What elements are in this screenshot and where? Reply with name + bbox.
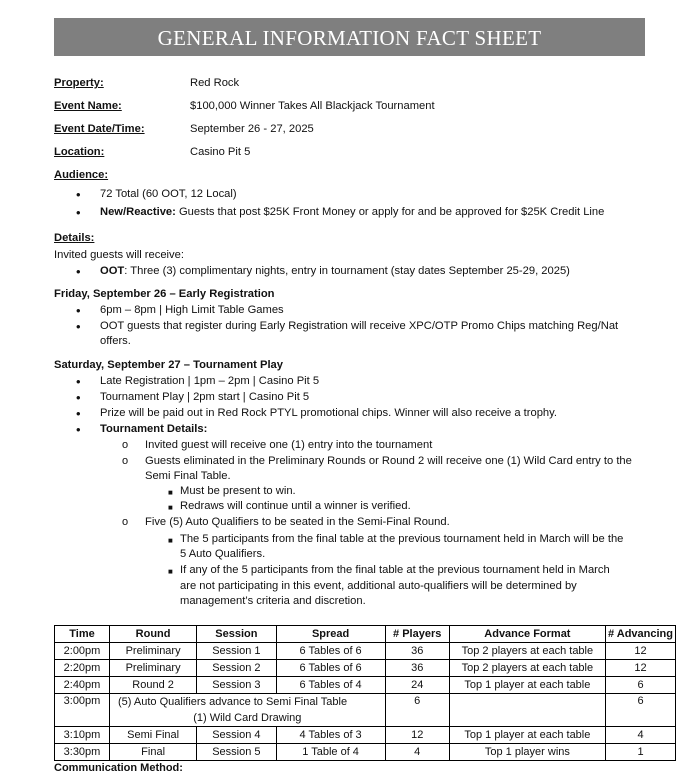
table-cell: Top 1 player at each table <box>449 727 605 744</box>
column-header: # Advancing <box>606 626 676 643</box>
saturday-bullet-details: Tournament Details: <box>100 423 208 435</box>
saturday-bullet-play: Tournament Play | 2pm start | Casino Pit 5 <box>100 391 310 403</box>
table-cell: 6 Tables of 6 <box>276 660 385 677</box>
table-cell: 3:30pm <box>55 744 110 761</box>
table-cell: Session 4 <box>197 727 276 744</box>
bullet-icon: • <box>76 303 81 318</box>
field-location <box>54 146 251 158</box>
column-header: Advance Format <box>449 626 605 643</box>
field-event-date <box>54 123 314 135</box>
detail-auto-a-line2: 5 Auto Qualifiers. <box>180 548 266 560</box>
saturday-bullet-late-reg: Late Registration | 1pm – 2pm | Casino Pit 5 <box>100 375 320 387</box>
table-cell: 4 <box>606 727 676 744</box>
square-bullet-icon: ■ <box>168 567 173 576</box>
friday-heading: Friday, September 26 – Early Registration <box>54 288 275 300</box>
table-cell: Round 2 <box>110 677 197 694</box>
field-label: Event Date/Time: <box>54 123 145 135</box>
friday-bullet-promo-line2: offers. <box>100 335 131 347</box>
details-intro: Invited guests will receive: <box>54 249 184 261</box>
table-cell: 6 Tables of 6 <box>276 643 385 660</box>
bullet-icon: • <box>76 187 81 202</box>
table-cell: 6 <box>606 694 676 727</box>
table-row <box>55 643 676 660</box>
table-cell: 4 <box>385 744 449 761</box>
table-cell <box>449 694 605 727</box>
table-cell: 6 Tables of 4 <box>276 677 385 694</box>
table-cell: Final <box>110 744 197 761</box>
table-cell: 3:00pm <box>55 694 110 727</box>
detail-wildcard-line1: Guests eliminated in the Preliminary Rounds or Round 2 will receive one (1) Wild Card entry to the <box>145 455 632 467</box>
bullet-icon: • <box>76 422 81 437</box>
table-cell: Semi Final <box>110 727 197 744</box>
table-cell-merged <box>110 694 386 727</box>
document-title: GENERAL INFORMATION FACT SHEET <box>54 18 645 56</box>
table-cell: 12 <box>606 643 676 660</box>
table-cell: 2:40pm <box>55 677 110 694</box>
table-cell: 3:10pm <box>55 727 110 744</box>
table-cell: Session 5 <box>197 744 276 761</box>
table-cell: 1 <box>606 744 676 761</box>
table-header-row <box>55 626 676 643</box>
table-cell: 2:20pm <box>55 660 110 677</box>
oot-text: : Three (3) complimentary nights, entry in tournament (stay dates September 25-29, 2025) <box>124 265 570 277</box>
saturday-heading: Saturday, September 27 – Tournament Play <box>54 359 284 371</box>
bullet-icon: • <box>76 205 81 220</box>
table-row-special <box>55 694 676 727</box>
field-value: Casino Pit 5 <box>190 146 251 158</box>
oot-label: OOT <box>100 265 125 277</box>
table-cell: Preliminary <box>110 643 197 660</box>
field-event-name <box>54 100 435 112</box>
table-cell: 36 <box>385 643 449 660</box>
friday-bullet-promo-line1: OOT guests that register during Early Registration will receive XPC/OTP Promo Chips matching Reg/Nat <box>100 320 619 332</box>
detail-auto-qualifiers: Five (5) Auto Qualifiers to be seated in the Semi-Final Round. <box>145 516 450 528</box>
table-cell: Preliminary <box>110 660 197 677</box>
detail-wildcard-line2: Semi Final Table. <box>145 470 231 482</box>
detail-auto-a-line1: The 5 participants from the final table at the previous tournament held in March will be the <box>180 533 624 545</box>
table-cell: 2:00pm <box>55 643 110 660</box>
table-cell: Top 1 player wins <box>449 744 605 761</box>
bullet-icon: • <box>76 406 81 421</box>
table-cell: 6 <box>385 694 449 727</box>
detail-auto-b-line2: are not participating in this event, additional auto-qualifiers will be determined by <box>180 580 577 592</box>
circle-bullet-icon: o <box>122 455 129 467</box>
column-header: Session <box>197 626 276 643</box>
table-row <box>55 727 676 744</box>
field-value: September 26 - 27, 2025 <box>190 123 314 135</box>
field-value: Red Rock <box>190 77 240 89</box>
special-line1: (5) Auto Qualifiers advance to Semi Final Table <box>118 696 348 708</box>
details-heading: Details: <box>54 232 95 244</box>
table-cell: 36 <box>385 660 449 677</box>
detail-auto-b-line1: If any of the 5 participants from the final table at the previous tournament held in March <box>180 564 610 576</box>
field-label: Event Name: <box>54 100 122 112</box>
table-cell: Top 1 player at each table <box>449 677 605 694</box>
new-reactive-label: New/Reactive: <box>100 206 176 218</box>
table-cell: 4 Tables of 3 <box>276 727 385 744</box>
field-label: Location: <box>54 146 105 158</box>
table-row <box>55 744 676 761</box>
special-line2: (1) Wild Card Drawing <box>193 712 302 724</box>
table-cell: Session 3 <box>197 677 276 694</box>
square-bullet-icon: ■ <box>168 488 173 497</box>
audience-bullet-new <box>100 206 604 218</box>
friday-bullet-hours: 6pm – 8pm | High Limit Table Games <box>100 304 284 316</box>
square-bullet-icon: ■ <box>168 536 173 545</box>
audience-bullet-total: 72 Total (60 OOT, 12 Local) <box>100 188 237 200</box>
saturday-bullet-prize: Prize will be paid out in Red Rock PTYL promotional chips. Winner will also receive a trophy. <box>100 407 558 419</box>
bullet-icon: • <box>76 390 81 405</box>
square-bullet-icon: ■ <box>168 503 173 512</box>
table-cell: Session 2 <box>197 660 276 677</box>
table-cell: Top 2 players at each table <box>449 643 605 660</box>
column-header: # Players <box>385 626 449 643</box>
schedule-table <box>54 625 676 761</box>
audience-heading: Audience: <box>54 169 109 181</box>
detail-redraws: Redraws will continue until a winner is verified. <box>180 500 411 512</box>
detail-auto-b-line3: management’s criteria and discretion. <box>180 595 366 607</box>
circle-bullet-icon: o <box>122 516 129 528</box>
field-value: $100,000 Winner Takes All Blackjack Tournament <box>190 100 435 112</box>
table-cell: 12 <box>385 727 449 744</box>
bullet-icon: • <box>76 319 81 334</box>
table-cell: 24 <box>385 677 449 694</box>
column-header: Spread <box>276 626 385 643</box>
field-label: Property: <box>54 77 104 89</box>
table-cell: 6 <box>606 677 676 694</box>
bullet-icon: • <box>76 374 81 389</box>
table-cell: Session 1 <box>197 643 276 660</box>
circle-bullet-icon: o <box>122 439 129 451</box>
field-property <box>54 77 240 89</box>
new-reactive-text: Guests that post $25K Front Money or apply for and be approved for $25K Credit Line <box>175 206 605 218</box>
table-cell: 1 Table of 4 <box>276 744 385 761</box>
bullet-icon: • <box>76 264 81 279</box>
detail-entry: Invited guest will receive one (1) entry into the tournament <box>145 439 433 451</box>
communication-method-heading: Communication Method: <box>54 762 183 774</box>
table-cell: Top 2 players at each table <box>449 660 605 677</box>
detail-present: Must be present to win. <box>180 485 296 497</box>
details-bullet-oot <box>100 265 570 277</box>
table-row <box>55 660 676 677</box>
column-header: Time <box>55 626 110 643</box>
table-row <box>55 677 676 694</box>
column-header: Round <box>110 626 197 643</box>
table-cell: 12 <box>606 660 676 677</box>
